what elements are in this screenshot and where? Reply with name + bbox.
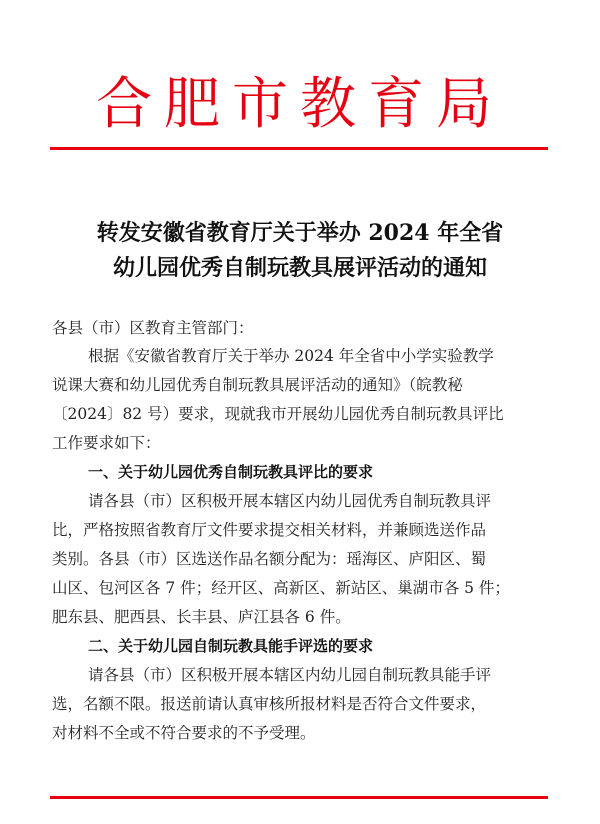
document-title-line-1: 转发安徽省教育厅关于举办 2024 年全省 xyxy=(96,220,504,246)
section-heading-2: 二、关于幼儿园自制玩教具能手评选的要求 xyxy=(88,637,374,655)
paragraph-line: 工作要求如下： xyxy=(52,434,161,452)
paragraph-line: 根据《安徽省教育厅关于举办 2024 年全省中小学实验教学 xyxy=(88,347,494,365)
salutation: 各县（市）区教育主管部门： xyxy=(52,319,254,337)
paragraph-line: 比，严格按照省教育厅文件要求提交相关材料，并兼顾选送作品 xyxy=(52,521,487,539)
paragraph-line: 选，名额不限。报送前请认真审核所报材料是否符合文件要求， xyxy=(52,695,487,713)
paragraph-line: 说课大赛和幼儿园优秀自制玩教具展评活动的通知》（皖教秘 xyxy=(52,376,463,394)
paragraph-line: 〔2024〕82 号）要求，现就我市开展幼儿园优秀自制玩教具评比 xyxy=(52,405,504,423)
masthead-divider xyxy=(50,147,548,150)
section-heading-1: 一、关于幼儿园优秀自制玩教具评比的要求 xyxy=(88,463,374,481)
paragraph-line: 山区、包河区各 7 件；经开区、高新区、新站区、巢湖市各 5 件； xyxy=(52,579,510,597)
paragraph-line: 类别。各县（市）区选送作品名额分配为：瑶海区、庐阳区、蜀 xyxy=(52,550,487,568)
document-title-line-2: 幼儿园优秀自制玩教具展评活动的通知 xyxy=(112,255,487,281)
paragraph-line: 请各县（市）区积极开展本辖区内幼儿园优秀自制玩教具评 xyxy=(88,492,492,510)
paragraph-line: 肥东县、肥西县、长丰县、庐江县各 6 件。 xyxy=(52,608,351,626)
paragraph-line: 对材料不全或不符合要求的不予受理。 xyxy=(52,724,316,742)
issuer-masthead: 合肥市教育局 xyxy=(96,72,504,137)
footer-divider xyxy=(50,796,548,799)
paragraph-line: 请各县（市）区积极开展本辖区内幼儿园自制玩教具能手评 xyxy=(88,666,492,684)
